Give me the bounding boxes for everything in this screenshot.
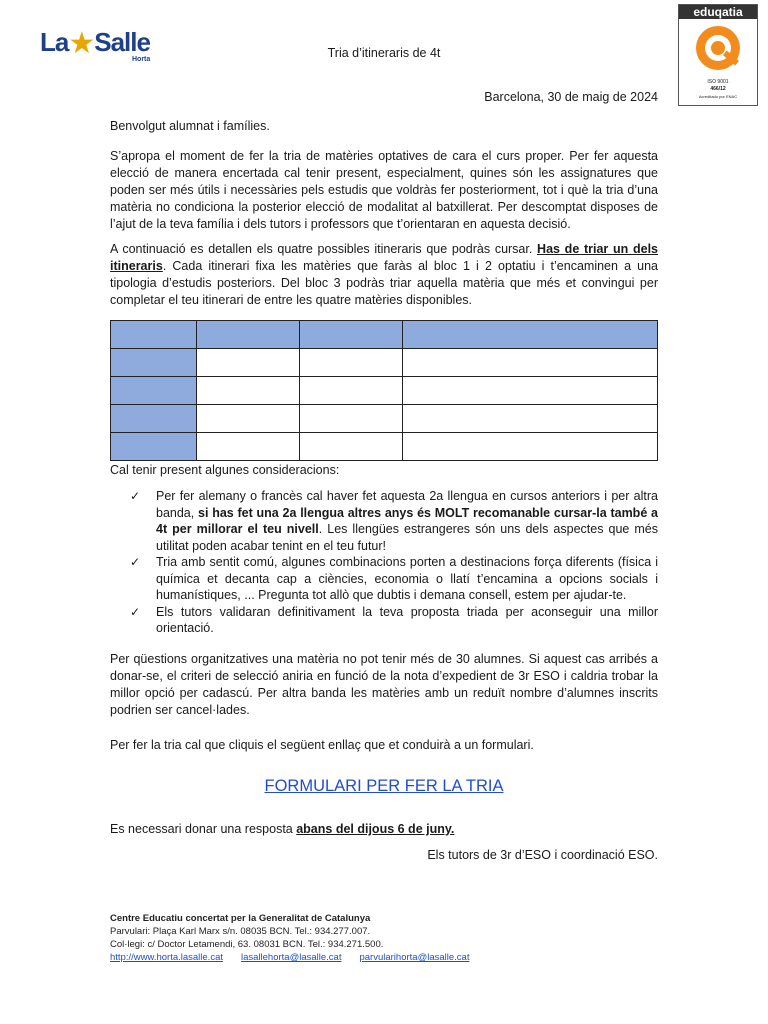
deadline-text: Es necessari donar una resposta bbox=[110, 822, 297, 836]
table-cell bbox=[403, 433, 658, 461]
footer-link-website[interactable]: http://www.horta.lasalle.cat bbox=[110, 952, 223, 963]
list-item bbox=[130, 488, 658, 554]
table-row-label bbox=[111, 433, 197, 461]
table-row-label bbox=[111, 349, 197, 377]
lasalle-logo bbox=[40, 20, 160, 68]
logo-subtitle: Horta bbox=[132, 56, 151, 63]
considerations-intro: Cal tenir present algunes consideracions: bbox=[110, 463, 340, 477]
certification-badge bbox=[678, 4, 758, 106]
table-header-cell bbox=[300, 321, 403, 349]
table-row-label bbox=[111, 405, 197, 433]
paragraph-intro: S’apropa el moment de fer la tria de matèries optatives de cara el curs proper. Per fer aquesta elecció de manera encertada cal tenir present, especialment, quines són les assignatures que poden ser més útils i necessàries pels estudis que voldràs fer posteriorment, tot i què la tria d’una matèria no condiciona la posterior elecció de modalitat al batxillerat. Per descomptat disposes de l’ajut de la teva família i dels tutors i professors que t’orientaran en aquesta decisió. bbox=[110, 149, 658, 231]
consideration-text-end: . Les llengües estrangeres són uns dels aspectes que més utilitat poden acabar tenint en el teu futur! bbox=[156, 522, 658, 553]
paragraph-itineraries bbox=[110, 241, 658, 309]
itineraries-table bbox=[110, 320, 658, 461]
table-header-cell bbox=[197, 321, 300, 349]
consideration-text: Tria amb sentit comú, algunes combinacions porten a destinacions força diferents (física i química et decanta cap a ciències, economia o llatí t’encamina a opcions socials i humanístiques, ... Pregunta tot allò que dubtis i demana consell, estem per ajudar-te. bbox=[156, 555, 658, 602]
table-row bbox=[111, 349, 658, 377]
considerations-list bbox=[130, 488, 658, 637]
checkmark-icon: ✓ bbox=[130, 555, 141, 569]
list-item bbox=[130, 604, 658, 637]
table-row-label bbox=[111, 377, 197, 405]
table-header-cell bbox=[111, 321, 197, 349]
footer-parvulari-address: Parvulari: Plaça Karl Marx s/n. 08035 BCN. Tel.: 934.277.007. bbox=[110, 926, 371, 937]
footer bbox=[110, 912, 487, 964]
checkmark-icon: ✓ bbox=[130, 489, 141, 503]
para2-emphasis: Has de triar un dels itineraris bbox=[110, 242, 659, 273]
consideration-text: Per fer alemany o francès cal haver fet aquesta 2a llengua en cursos anteriors i per altra banda, bbox=[156, 489, 658, 520]
table-row bbox=[111, 405, 658, 433]
footer-school-type: Centre Educatiu concertat per la Generalitat de Catalunya bbox=[110, 913, 371, 924]
letter-date: Barcelona, 30 de maig de 2024 bbox=[484, 90, 658, 104]
footer-links bbox=[110, 951, 487, 964]
table-cell bbox=[300, 433, 403, 461]
document-title: Tria d’itineraris de 4t bbox=[327, 46, 441, 60]
star-icon: ★ bbox=[68, 27, 95, 60]
cert-line-2: 466/12 bbox=[710, 86, 726, 92]
table-header-row bbox=[111, 321, 658, 349]
deadline-note bbox=[110, 821, 658, 838]
footer-link-email[interactable]: lasallehorta@lasalle.cat bbox=[241, 952, 342, 963]
paragraph-form-instructions: Per fer la tria cal que cliquis el següent enllaç que et conduirà a un formulari. bbox=[110, 738, 534, 752]
table-cell bbox=[403, 405, 658, 433]
table-cell bbox=[403, 377, 658, 405]
table-cell bbox=[197, 405, 300, 433]
table-row bbox=[111, 377, 658, 405]
cert-line-1: ISO 9001 bbox=[707, 79, 729, 85]
table-cell bbox=[197, 349, 300, 377]
list-item bbox=[130, 554, 658, 604]
signoff: Els tutors de 3r d’ESO i coordinació ESO. bbox=[427, 848, 658, 862]
table-cell bbox=[197, 433, 300, 461]
para2-before: A continuació es detallen els quatre possibles itineraris que podràs cursar. bbox=[110, 242, 538, 256]
table-cell bbox=[403, 349, 658, 377]
footer-college-address: Col·legi: c/ Doctor Letamendi, 63. 08031 BCN. Tel.: 934.271.500. bbox=[110, 939, 384, 950]
cert-line-3: Acreditado por ENAC bbox=[698, 94, 738, 99]
table-header-cell bbox=[403, 321, 658, 349]
deadline-emphasis: abans del dijous 6 de juny. bbox=[296, 822, 455, 836]
footer-link-parvulari-email[interactable]: parvularihorta@lasalle.cat bbox=[359, 952, 470, 963]
quality-q-icon bbox=[685, 23, 751, 75]
logo-text-salle: Salle bbox=[94, 27, 150, 57]
paragraph-organization: Per qüestions organitzatives una matèria no pot tenir més de 30 alumnes. Si aquest cas arribés a donar-se, el criteri de selecció aniria en funció de la nota d’expedient de 3r ESO i caldria trobar la millor opció per cadascú. Per altra banda les matèries amb un reduït nombre d’alumnes inscrits podrien ser cancel·lades. bbox=[110, 652, 658, 717]
consideration-text: Els tutors validaran definitivament la teva proposta triada per aconseguir una millor orientació. bbox=[156, 604, 658, 635]
greeting: Benvolgut alumnat i famílies. bbox=[110, 119, 270, 133]
consideration-emphasis: si has fet una 2a llengua altres anys és MOLT recomanable cursar-la també a 4t per millorar el teu nivell bbox=[156, 505, 658, 536]
para2-after: . Cada itinerari fixa les matèries que faràs al bloc 1 i 2 optatiu i t’encaminen a una tipologia d’estudis posteriors. Del bloc 3 podràs triar aquella matèria que més et convingui per completar el teu itinerari de entre les quatre matèries disponibles. bbox=[110, 259, 658, 307]
logo-text-la: La bbox=[40, 27, 69, 57]
table-cell bbox=[300, 405, 403, 433]
table-cell bbox=[300, 349, 403, 377]
table-cell bbox=[197, 377, 300, 405]
table-row bbox=[111, 433, 658, 461]
form-link[interactable]: FORMULARI PER FER LA TRIA bbox=[264, 777, 504, 795]
cert-brand: eduqatia bbox=[679, 5, 757, 19]
checkmark-icon: ✓ bbox=[130, 604, 141, 619]
table-cell bbox=[300, 377, 403, 405]
